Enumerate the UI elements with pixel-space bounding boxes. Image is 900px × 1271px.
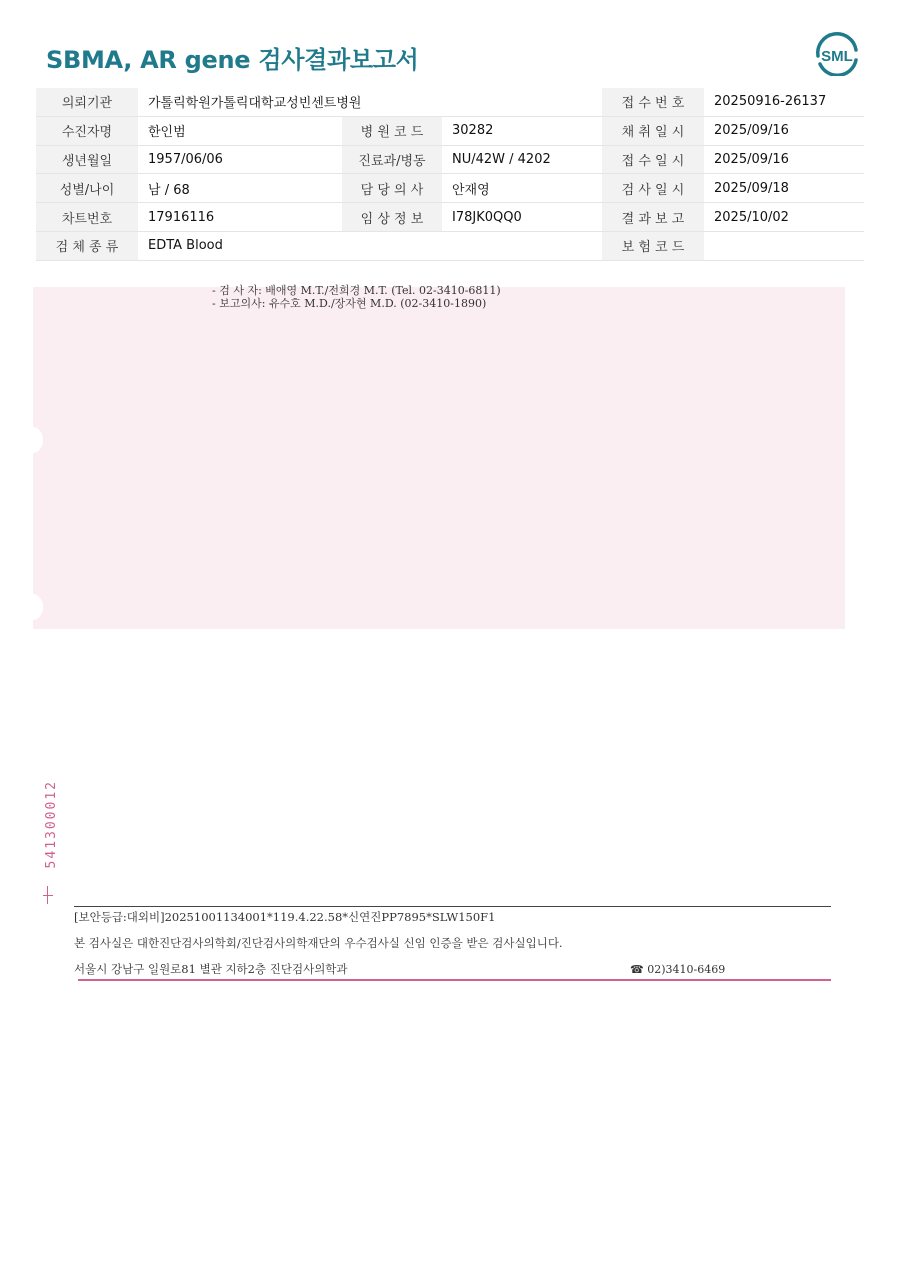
label-patient-name: 수진자명 — [36, 116, 138, 145]
label-collection-date: 채 취 일 시 — [602, 116, 704, 145]
footer-pink-line — [78, 979, 831, 981]
info-row — [36, 231, 864, 260]
certification-line: 본 검사실은 대한진단검사의학회/진단검사의학재단의 우수검사실 신임 인증을 받은 검사실입니다. — [74, 936, 563, 950]
margin-tick-mark — [47, 886, 56, 904]
label-attending-doctor: 담 당 의 사 — [342, 174, 442, 203]
value-result-report: 2025/10/02 — [704, 203, 864, 232]
value-requesting-institution: 가톨릭학원가톨릭대학교성빈센트병원 — [138, 88, 602, 116]
label-chart-number: 차트번호 — [36, 203, 138, 232]
value-clinical-info: I78JK0QQ0 — [442, 203, 602, 232]
value-chart-number: 17916116 — [138, 203, 342, 232]
report-title: SBMA, AR gene 검사결과보고서 — [46, 46, 419, 74]
value-collection-date: 2025/09/16 — [704, 116, 864, 145]
label-specimen-type: 검 체 종 류 — [36, 231, 138, 260]
logo-text: SML — [821, 48, 853, 65]
value-department-ward: NU/42W / 4202 — [442, 145, 602, 174]
info-row — [36, 203, 864, 232]
patient-info-table — [36, 88, 864, 261]
label-requesting-institution: 의뢰기관 — [36, 88, 138, 116]
sml-logo — [812, 30, 862, 76]
info-row — [36, 116, 864, 145]
lab-phone: ☎ 02)3410-6469 — [630, 963, 726, 976]
label-department-ward: 진료과/병동 — [342, 145, 442, 174]
label-birth-date: 생년월일 — [36, 145, 138, 174]
value-sex-age: 남 / 68 — [138, 174, 342, 203]
value-hospital-code: 30282 — [442, 116, 602, 145]
lab-address: 서울시 강남구 일원로81 별관 지하2층 진단검사의학과 — [74, 962, 348, 976]
value-receipt-number: 20250916-26137 — [704, 88, 864, 116]
label-sex-age: 성별/나이 — [36, 174, 138, 203]
label-insurance-code: 보 험 코 드 — [602, 231, 704, 260]
security-line: [보안등급:대외비]20251001134001*119.4.22.58*신연진PP7895*SLW150F1 — [74, 910, 496, 924]
label-clinical-info: 임 상 정 보 — [342, 203, 442, 232]
value-attending-doctor: 안재영 — [442, 174, 602, 203]
staff-tester-line: - 검 사 자: 배애영 M.T./전희경 M.T. (Tel. 02-3410-6811) — [212, 284, 501, 297]
label-receipt-number: 접 수 번 호 — [602, 88, 704, 116]
margin-serial-number: 541300012 — [44, 780, 59, 869]
punch-hole — [23, 594, 43, 620]
info-row — [36, 145, 864, 174]
staff-reporter-line: - 보고의사: 유수호 M.D./장자현 M.D. (02-3410-1890) — [212, 297, 487, 310]
value-specimen-type: EDTA Blood — [138, 231, 602, 260]
footer-divider — [74, 906, 831, 907]
label-result-report: 결 과 보 고 — [602, 203, 704, 232]
value-insurance-code — [704, 231, 864, 260]
info-row — [36, 174, 864, 203]
result-sheet — [33, 287, 845, 629]
value-patient-name: 한인범 — [138, 116, 342, 145]
value-receipt-date: 2025/09/16 — [704, 145, 864, 174]
label-test-date: 검 사 일 시 — [602, 174, 704, 203]
info-row — [36, 88, 864, 116]
label-hospital-code: 병 원 코 드 — [342, 116, 442, 145]
label-receipt-date: 접 수 일 시 — [602, 145, 704, 174]
value-test-date: 2025/09/18 — [704, 174, 864, 203]
punch-hole — [23, 427, 43, 453]
value-birth-date: 1957/06/06 — [138, 145, 342, 174]
